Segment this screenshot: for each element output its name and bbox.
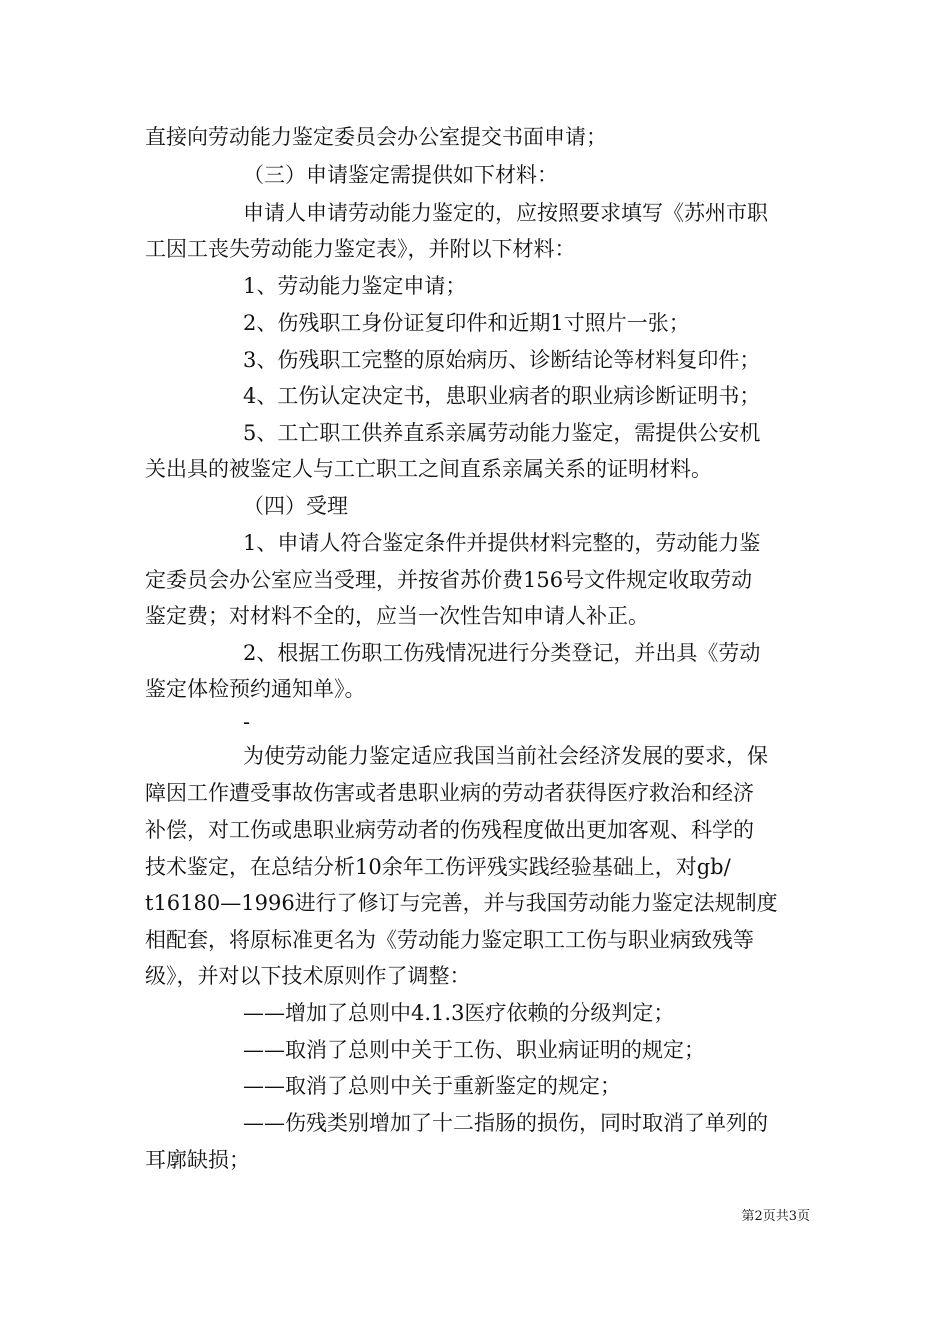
text-line: 1、申请人符合鉴定条件并提供材料完整的，劳动能力鉴 [243, 531, 761, 555]
text-line: 申请人申请劳动能力鉴定的，应按照要求填写《苏州市职 [243, 201, 768, 225]
text-line: 鉴定费；对材料不全的，应当一次性告知申请人补正。 [145, 604, 649, 628]
list-item: 2、伤残职工身份证复印件和近期1寸照片一张； [243, 311, 690, 335]
text-line: 2、根据工伤职工伤残情况进行分类登记，并出具《劳动 [243, 641, 761, 665]
list-item: ——伤残类别增加了十二指肠的损伤，同时取消了单列的 [243, 1111, 768, 1135]
text-line: 级》，并对以下技术原则作了调整： [145, 964, 471, 988]
list-item: ——取消了总则中关于工伤、职业病证明的规定； [243, 1038, 705, 1062]
list-item: ——增加了总则中4.1.3医疗依赖的分级判定； [243, 1001, 675, 1025]
text-line: 鉴定体检预约通知单》。 [145, 677, 366, 701]
section-heading: （四）受理 [243, 494, 348, 518]
text-line: 为使劳动能力鉴定适应我国当前社会经济发展的要求，保 [243, 744, 768, 768]
text-line: 补偿，对工伤或患职业病劳动者的伤残程度做出更加客观、科学的 [145, 818, 754, 842]
list-item: 4、工伤认定决定书，患职业病者的职业病诊断证明书； [243, 384, 761, 408]
text-line: 技术鉴定，在总结分析10余年工伤评残实践经验基础上，对gb/ [145, 855, 731, 879]
list-item: ——取消了总则中关于重新鉴定的规定； [243, 1074, 621, 1098]
text-line: 障因工作遭受事故伤害或者患职业病的劳动者获得医疗救治和经济 [145, 781, 754, 805]
section-heading: （三）申请鉴定需提供如下材料： [243, 163, 558, 187]
text-line: 相配套，将原标准更名为《劳动能力鉴定职工工伤与职业病致残等 [145, 928, 754, 952]
text-line: 关出具的被鉴定人与工亡职工之间直系亲属关系的证明材料。 [145, 457, 712, 481]
text-line: 工因工丧失劳动能力鉴定表》，并附以下材料： [145, 237, 576, 261]
text-line: 耳廓缺损； [145, 1148, 250, 1172]
text-line: 直接向劳动能力鉴定委员会办公室提交书面申请； [145, 125, 607, 149]
page-number: 第2页共3页 [741, 1209, 810, 1224]
list-item: 5、工亡职工供养直系亲属劳动能力鉴定，需提供公安机 [243, 421, 761, 445]
list-item: 3、伤残职工完整的原始病历、诊断结论等材料复印件； [243, 348, 761, 372]
separator-mark: - [243, 710, 251, 734]
list-item: 1、劳动能力鉴定申请； [243, 274, 467, 298]
text-line: t16180—1996进行了修订与完善，并与我国劳动能力鉴定法规制度 [145, 891, 778, 915]
text-line: 定委员会办公室应当受理，并按省苏价费156号文件规定收取劳动 [145, 568, 753, 592]
